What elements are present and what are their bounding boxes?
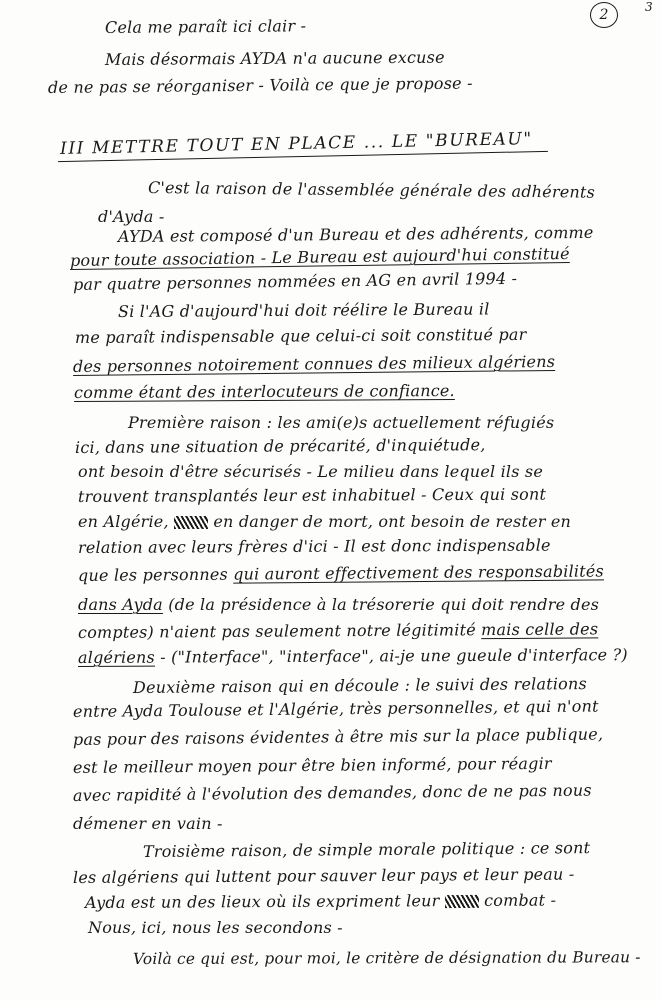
body-line: entre Ayda Toulouse et l'Algérie, très personnelles, et qui n'ont bbox=[72, 696, 599, 721]
body-text: que les personnes bbox=[77, 564, 228, 585]
body-line: Voilà ce qui est, pour moi, le critère de désignation du Bureau - bbox=[132, 948, 641, 968]
body-line bbox=[78, 619, 598, 642]
body-line: Troisième raison, de simple morale politique : ce sont bbox=[142, 838, 591, 861]
body-line bbox=[78, 645, 628, 667]
body-line: Première raison : les ami(e)s actuellement réfugiés bbox=[128, 413, 555, 432]
crossed-out-word bbox=[445, 895, 479, 908]
underlined-phrase: mais celle des bbox=[481, 619, 599, 640]
body-text: (de la présidence à la trésorerie qui doit rendre des bbox=[168, 595, 600, 614]
body-line: Si l'AG d'aujourd'hui doit réélire le Bureau il bbox=[117, 299, 490, 321]
underlined-phrase: pour toute association - Le Bureau est aujourd'hui constitué bbox=[69, 244, 570, 270]
body-line: AYDA est composé d'un Bureau et des adhérents, comme bbox=[117, 222, 594, 246]
body-line: C'est la raison de l'assemblée générale des adhérents bbox=[147, 178, 596, 202]
body-text: Ayda est un des lieux où ils expriment leur bbox=[84, 891, 440, 912]
body-line: me paraît indispensable que celui-ci soit constitué par bbox=[74, 324, 527, 347]
intro-line-3: de ne pas se réorganiser - Voilà ce que je propose - bbox=[47, 73, 473, 97]
body-line: par quatre personnes nommées en AG en avril 1994 - bbox=[72, 268, 518, 294]
body-line: ici, dans une situation de précarité, d'inquiétude, bbox=[74, 435, 486, 457]
body-line bbox=[78, 595, 599, 614]
body-text: en danger de mort, ont besoin de rester en bbox=[213, 512, 572, 531]
body-line bbox=[85, 891, 556, 912]
body-text: comptes) n'aient pas seulement notre légitimité bbox=[77, 620, 476, 642]
body-line bbox=[78, 512, 571, 531]
body-line: les algériens qui luttent pour sauver leur pays et leur peau - bbox=[72, 864, 575, 887]
underlined-phrase: dans Ayda bbox=[78, 595, 163, 614]
intro-line-1: Cela me paraît ici clair - bbox=[104, 16, 307, 37]
page-number: 2 bbox=[590, 2, 618, 28]
body-text: - ("Interface", "interface", ai-je une gueule d'interface ?) bbox=[160, 645, 628, 667]
body-line-underlined: comme étant des interlocuteurs de confiance. bbox=[73, 381, 455, 402]
intro-line-2: Mais désormais AYDA n'a aucune excuse bbox=[104, 47, 445, 69]
body-line: démener en vain - bbox=[73, 814, 223, 833]
body-line: relation avec leurs frères d'ici - Il est donc indispensable bbox=[77, 535, 551, 557]
body-line: est le meilleur moyen pour être bien informé, pour réagir bbox=[72, 753, 552, 777]
body-line bbox=[78, 561, 604, 585]
body-line: avec rapidité à l'évolution des demandes, donc de ne pas nous bbox=[72, 780, 592, 805]
body-line: d'Ayda - bbox=[98, 207, 165, 226]
body-line-underlined: des personnes notoirement connues des milieux algériens bbox=[72, 351, 556, 376]
body-line: Nous, ici, nous les secondons - bbox=[88, 918, 343, 937]
body-line bbox=[70, 244, 570, 270]
crossed-out-word bbox=[174, 516, 208, 529]
body-text: combat - bbox=[484, 890, 557, 910]
body-line: ont besoin d'être sécurisés - Le milieu dans lequel ils se bbox=[78, 462, 543, 481]
body-line: pas pour des raisons évidentes à être mis sur la place publique, bbox=[72, 724, 604, 749]
underlined-phrase: algériens bbox=[77, 647, 155, 667]
section-heading: III METTRE TOUT EN PLACE ... LE "BUREAU" bbox=[59, 129, 533, 159]
corner-mark: 3 bbox=[645, 0, 653, 14]
body-line: trouvent transplantés leur est inhabituel - Ceux qui sont bbox=[77, 484, 547, 506]
body-line: Deuxième raison qui en découle : le suivi des relations bbox=[132, 674, 587, 697]
body-text: en Algérie, bbox=[78, 512, 169, 531]
underlined-phrase: qui auront effectivement des responsabilités bbox=[233, 561, 604, 584]
